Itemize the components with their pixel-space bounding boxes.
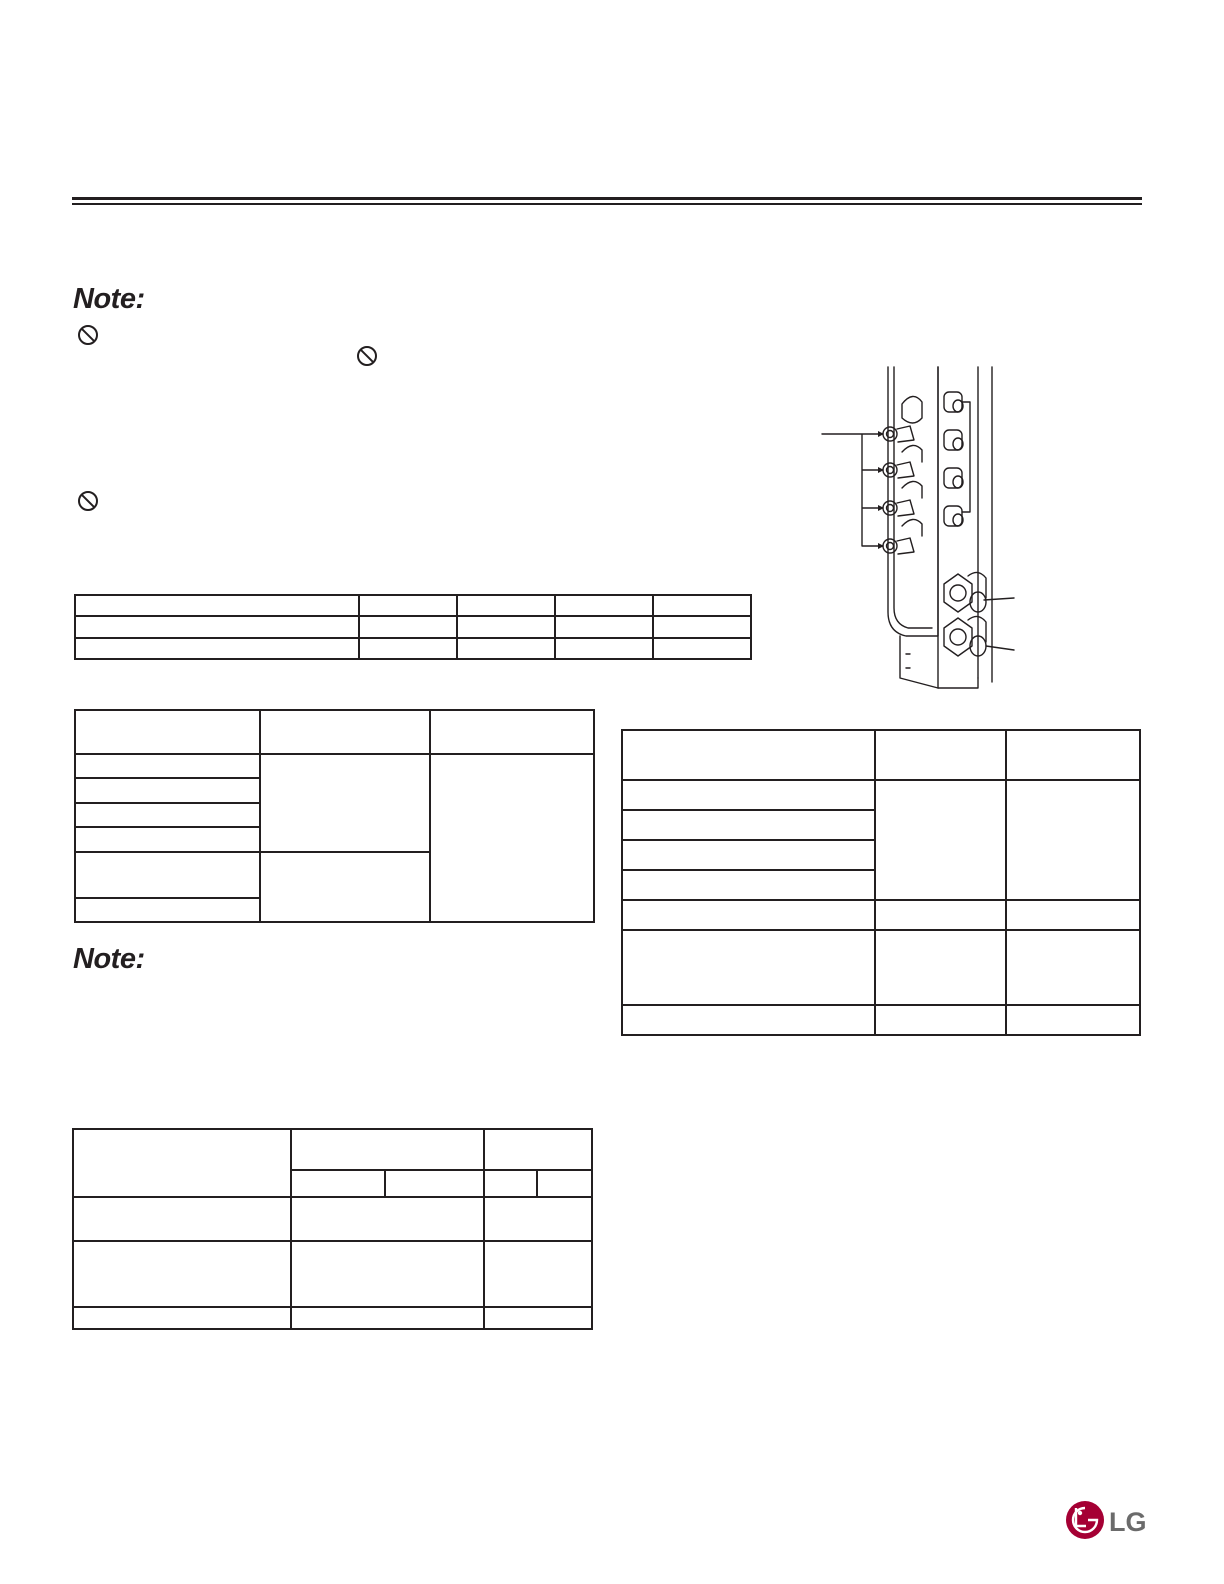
- prohibited-icon: [356, 345, 378, 367]
- table-row: [622, 930, 1140, 1005]
- table-3: [621, 729, 1141, 1036]
- table-row: [75, 616, 751, 637]
- header-rule-top: [72, 197, 1142, 200]
- prohibited-icon: [77, 490, 99, 512]
- table-row: [75, 710, 594, 754]
- lg-wordmark: LG: [1109, 1507, 1147, 1537]
- table-row: [73, 1307, 592, 1329]
- note-heading: Note:: [73, 283, 145, 315]
- table-row: [622, 780, 1140, 810]
- table-row: [622, 1005, 1140, 1035]
- note-heading: Note:: [73, 943, 145, 975]
- table-row: [622, 900, 1140, 930]
- table-row: [75, 595, 751, 616]
- table-2: [74, 709, 595, 923]
- table-row: [73, 1241, 592, 1307]
- lg-logo-icon: [1064, 1499, 1147, 1541]
- table-row: [75, 754, 594, 778]
- table-row: [622, 730, 1140, 780]
- table-row: [73, 1197, 592, 1241]
- table-row: [75, 638, 751, 659]
- table-row: [73, 1129, 592, 1170]
- table-4: [72, 1128, 593, 1330]
- table-1: [74, 594, 752, 660]
- header-rule-bottom: [72, 203, 1142, 205]
- prohibited-icon: [77, 324, 99, 346]
- distributor-unit-illustration: [818, 362, 1043, 700]
